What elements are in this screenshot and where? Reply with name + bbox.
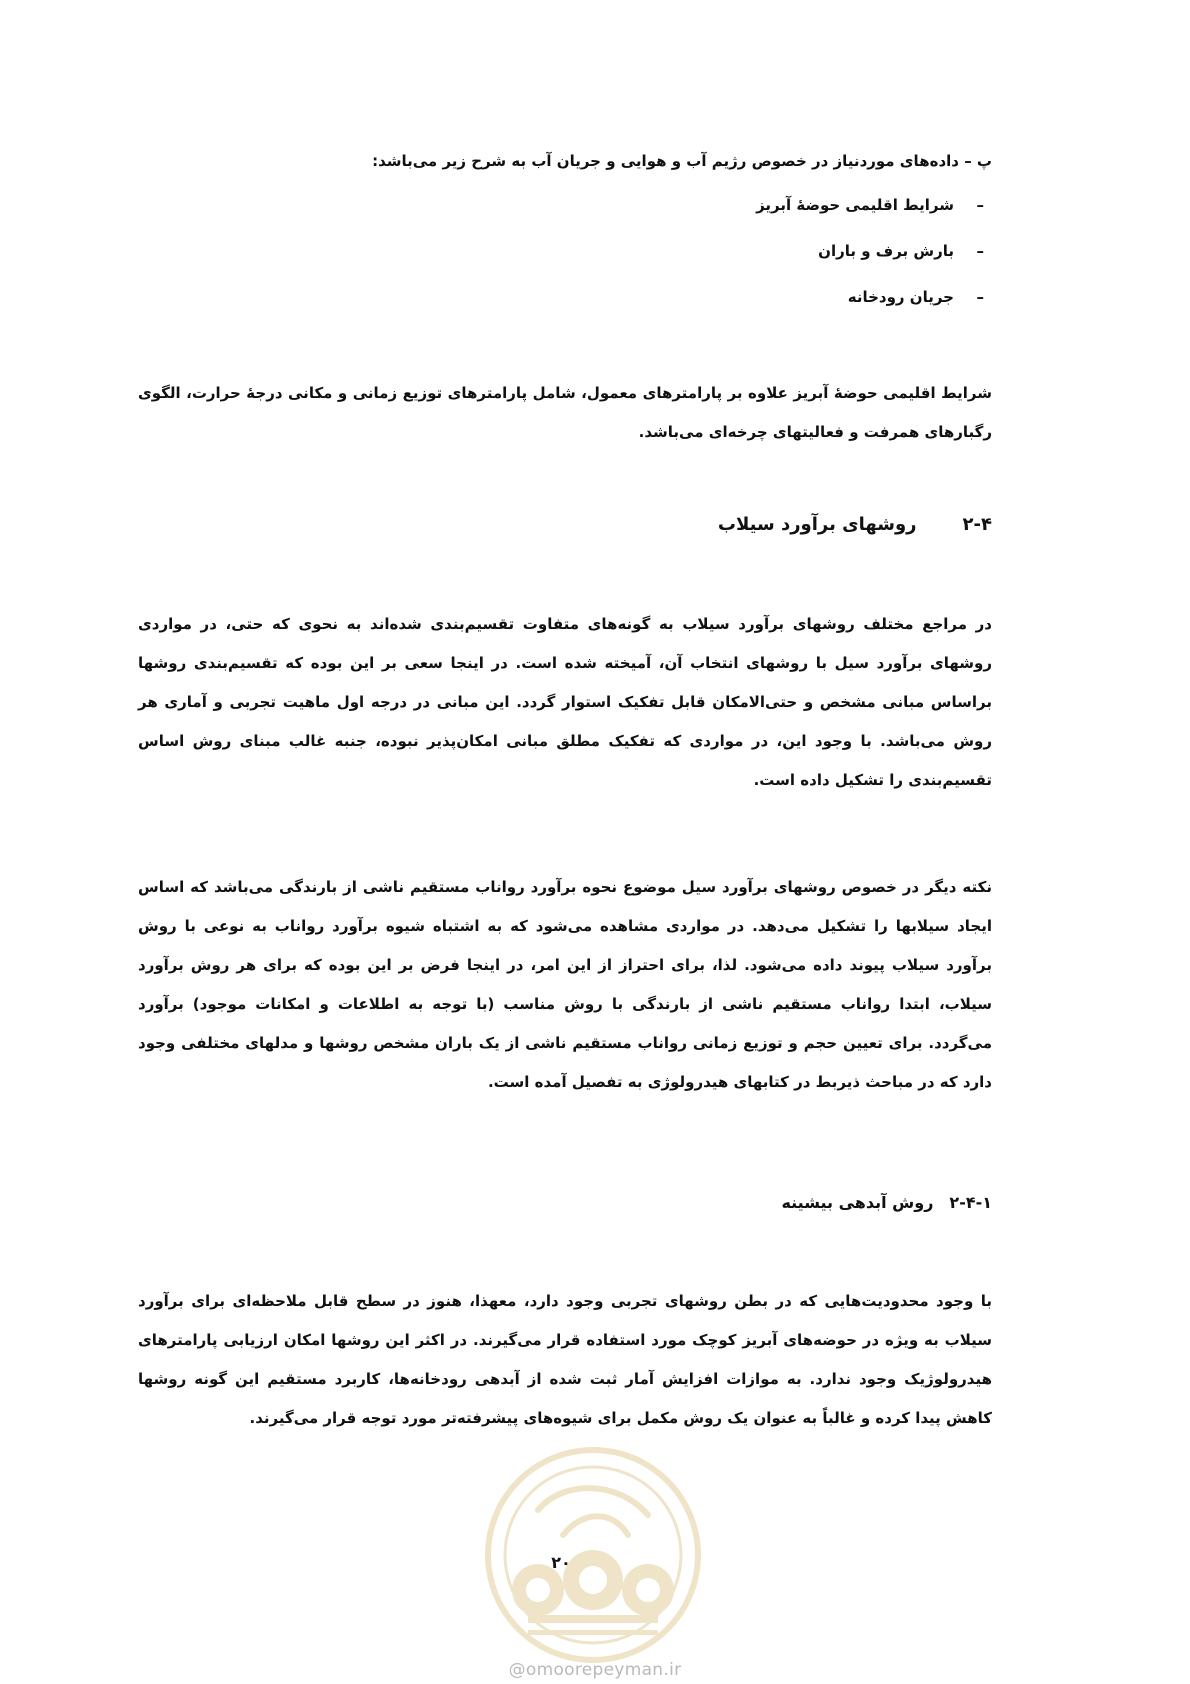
bullet-dash: – <box>976 196 984 214</box>
list-item-text: جریان رودخانه <box>847 288 954 306</box>
page-number: ۲۰ <box>551 1553 571 1572</box>
list-item <box>756 242 984 288</box>
section-title: روش آبدهی بیشینه <box>781 1193 934 1212</box>
peak-discharge-paragraph: با وجود محدودیت‌هایی که در بطن روشهای تجربی وجود دارد، معهذا، هنوز در سطح قابل ملاحظه‌ای برای برآورد سیلاب به ویژه در حوضه‌های آبریز کوچک مورد استفاده قرار می‌گیرند. در اکثر این روشها امکان ارزیابی پارامترهای هیدرولوژیک وجود ندارد. به موازات افزایش آمار ثبت شده از آبدهی رودخانه‌ها، کاربرد مستقیم این گونه روشها کاهش پیدا کرده و غالباً به عنوان یک روش مکمل برای شیوه‌های پیشرفته‌تر مورد توجه قرار می‌گیرند. <box>138 1292 992 1427</box>
list-item-text: شرایط اقلیمی حوضۀ آبریز <box>756 196 954 214</box>
bullet-dash: – <box>976 242 984 260</box>
data-requirements-list <box>756 196 984 334</box>
data-requirements-intro: پ – داده‌های موردنیاز در خصوص رژیم آب و هوایی و جریان آب به شرح زیر می‌باشد: <box>372 152 992 170</box>
section-number: ۲-۴ <box>962 514 992 535</box>
peak-discharge-paragraph-block <box>138 1282 992 1438</box>
list-item <box>756 196 984 242</box>
watermark-website: @omoorepeyman.ir <box>508 1660 682 1680</box>
section-title: روشهای برآورد سیلاب <box>717 514 917 535</box>
methods-paragraph-2: نکته دیگر در خصوص روشهای برآورد سیل موضوع نحوه برآورد رواناب مستقیم ناشی از بارندگی می‌باشد که اساس ایجاد سیلابها را تشکیل می‌دهد. در مواردی مشاهده می‌شود که به اشتباه شیوه برآورد رواناب به نوعی با روش برآورد سیلاب پیوند داده می‌شود. لذا، برای احتراز از این امر، در اینجا فرض بر این بوده که برای هر روش برآورد سیلاب، ابتدا رواناب مستقیم ناشی از بارندگی با روش مناسب (با توجه به اطلاعات و امکانات موجود) برآورد می‌گردد. برای تعیین حجم و توزیع زمانی رواناب مستقیم ناشی از یک باران مشخص روشها و مدلهای مختلفی وجود دارد که در مباحث ذیربط در کتابهای هیدرولوژی به تفصیل آمده است. <box>138 878 992 1091</box>
list-item-text: بارش برف و باران <box>818 242 954 260</box>
methods-paragraph-1: در مراجع مختلف روشهای برآورد سیلاب به گونه‌های متفاوت تقسیم‌بندی شده‌اند به نحوی که حتی، در مواردی روشهای برآورد سیل با روشهای انتخاب آن، آمیخته شده است. در اینجا سعی بر این بوده که تقسیم‌بندی روشها براساس مبانی مشخص و حتی‌الامکان قابل تفکیک استوار گردد. این مبانی در درجه اول ماهیت تجربی و آماری هر روش می‌باشد. با وجود این، در مواردی که تفکیک مطلق مبانی امکان‌پذیر نبوده، جنبه غالب مبنای روش اساس تقسیم‌بندی را تشکیل داده است. <box>138 615 992 789</box>
methods-paragraph-2-block <box>138 868 992 1102</box>
watermark-logo-icon <box>468 1440 718 1670</box>
climate-paragraph: شرایط اقلیمی حوضۀ آبریز علاوه بر پارامترهای معمول، شامل پارامترهای توزیع زمانی و مکانی درجۀ حرارت، الگوی رگبارهای همرفت و فعالیتهای چرخه‌ای می‌باشد. <box>138 384 992 441</box>
climate-paragraph-block <box>138 374 992 452</box>
section-heading-4-2-1 <box>781 1193 992 1212</box>
bullet-dash: – <box>976 288 984 306</box>
section-heading-4-2 <box>718 514 992 535</box>
section-number: ۲-۴-۱ <box>949 1193 992 1212</box>
methods-paragraph-1-block <box>138 605 992 800</box>
list-item <box>756 288 984 334</box>
